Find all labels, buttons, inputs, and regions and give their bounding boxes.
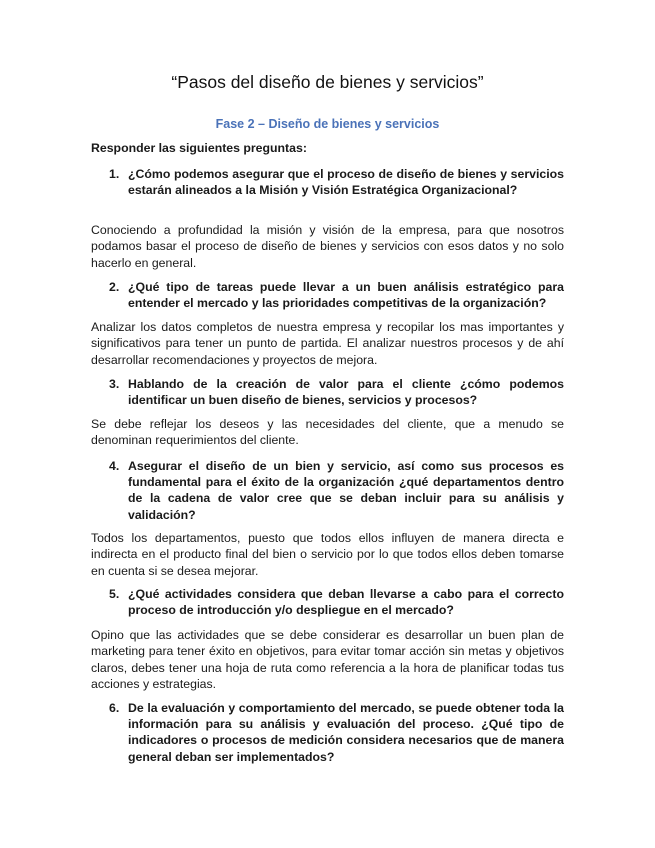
question-3: Hablando de la creación de valor para el cliente ¿cómo podemos identificar un buen diseño de bienes, servicios y procesos? (128, 377, 564, 408)
question-number: 2. (109, 280, 120, 294)
question-number: 4. (109, 459, 120, 473)
question-number: 6. (109, 701, 120, 715)
answer-5: Opino que las actividades que se debe considerar es desarrollar un buen plan de marketing para tener éxito en objetivos, para evitar tomar acción sin metas y objetivos claros, debes tener una hoja de ruta como referencia a la hora de planificar todas tus acciones y estrategias. (91, 628, 564, 692)
instruction-heading: Responder las siguientes preguntas: (91, 141, 307, 155)
question-number: 5. (109, 587, 120, 601)
answer-2: Analizar los datos completos de nuestra empresa y recopilar los mas importantes y significativos para tener un punto de partida. El analizar nuestros procesos y de ahí desarrollar recomendaciones y proyectos de mejora. (91, 320, 564, 367)
answer-3: Se debe reflejar los deseos y las necesidades del cliente, que a menudo se denominan requerimientos del cliente. (91, 417, 564, 448)
question-2: ¿Qué tipo de tareas puede llevar a un buen análisis estratégico para entender el mercado y las prioridades competitivas de la organización? (128, 280, 564, 311)
question-number: 1. (109, 167, 120, 181)
question-6: De la evaluación y comportamiento del mercado, se puede obtener toda la información para su análisis y evaluación del proceso. ¿Qué tipo de indicadores o procesos de medición considera necesarios que de manera general deban ser implementados? (128, 701, 564, 764)
document-title: “Pasos del diseño de bienes y servicios” (171, 72, 484, 92)
question-1: ¿Cómo podemos asegurar que el proceso de diseño de bienes y servicios estarán alineados a la Misión y Visión Estratégica Organizacional? (128, 167, 564, 198)
phase-subtitle: Fase 2 – Diseño de bienes y servicios (215, 117, 440, 131)
answer-1: Conociendo a profundidad la misión y visión de la empresa, para que nosotros podamos basar el proceso de diseño de bienes y servicios con esos datos y no solo hacerlo en general. (91, 223, 564, 270)
question-number: 3. (109, 377, 120, 391)
question-5: ¿Qué actividades considera que deban llevarse a cabo para el correcto proceso de introducción y/o despliegue en el mercado? (128, 587, 564, 618)
question-4: Asegurar el diseño de un bien y servicio, así como sus procesos es fundamental para el éxito de la organización ¿qué departamentos dentro de la cadena de valor cree que se deban incluir para su análisis y validación? (128, 459, 564, 522)
answer-4: Todos los departamentos, puesto que todos ellos influyen de manera directa e indirecta en el producto final del bien o servicio por lo que todos ellos deben tomarse en cuenta si se desea mejorar. (91, 531, 564, 578)
